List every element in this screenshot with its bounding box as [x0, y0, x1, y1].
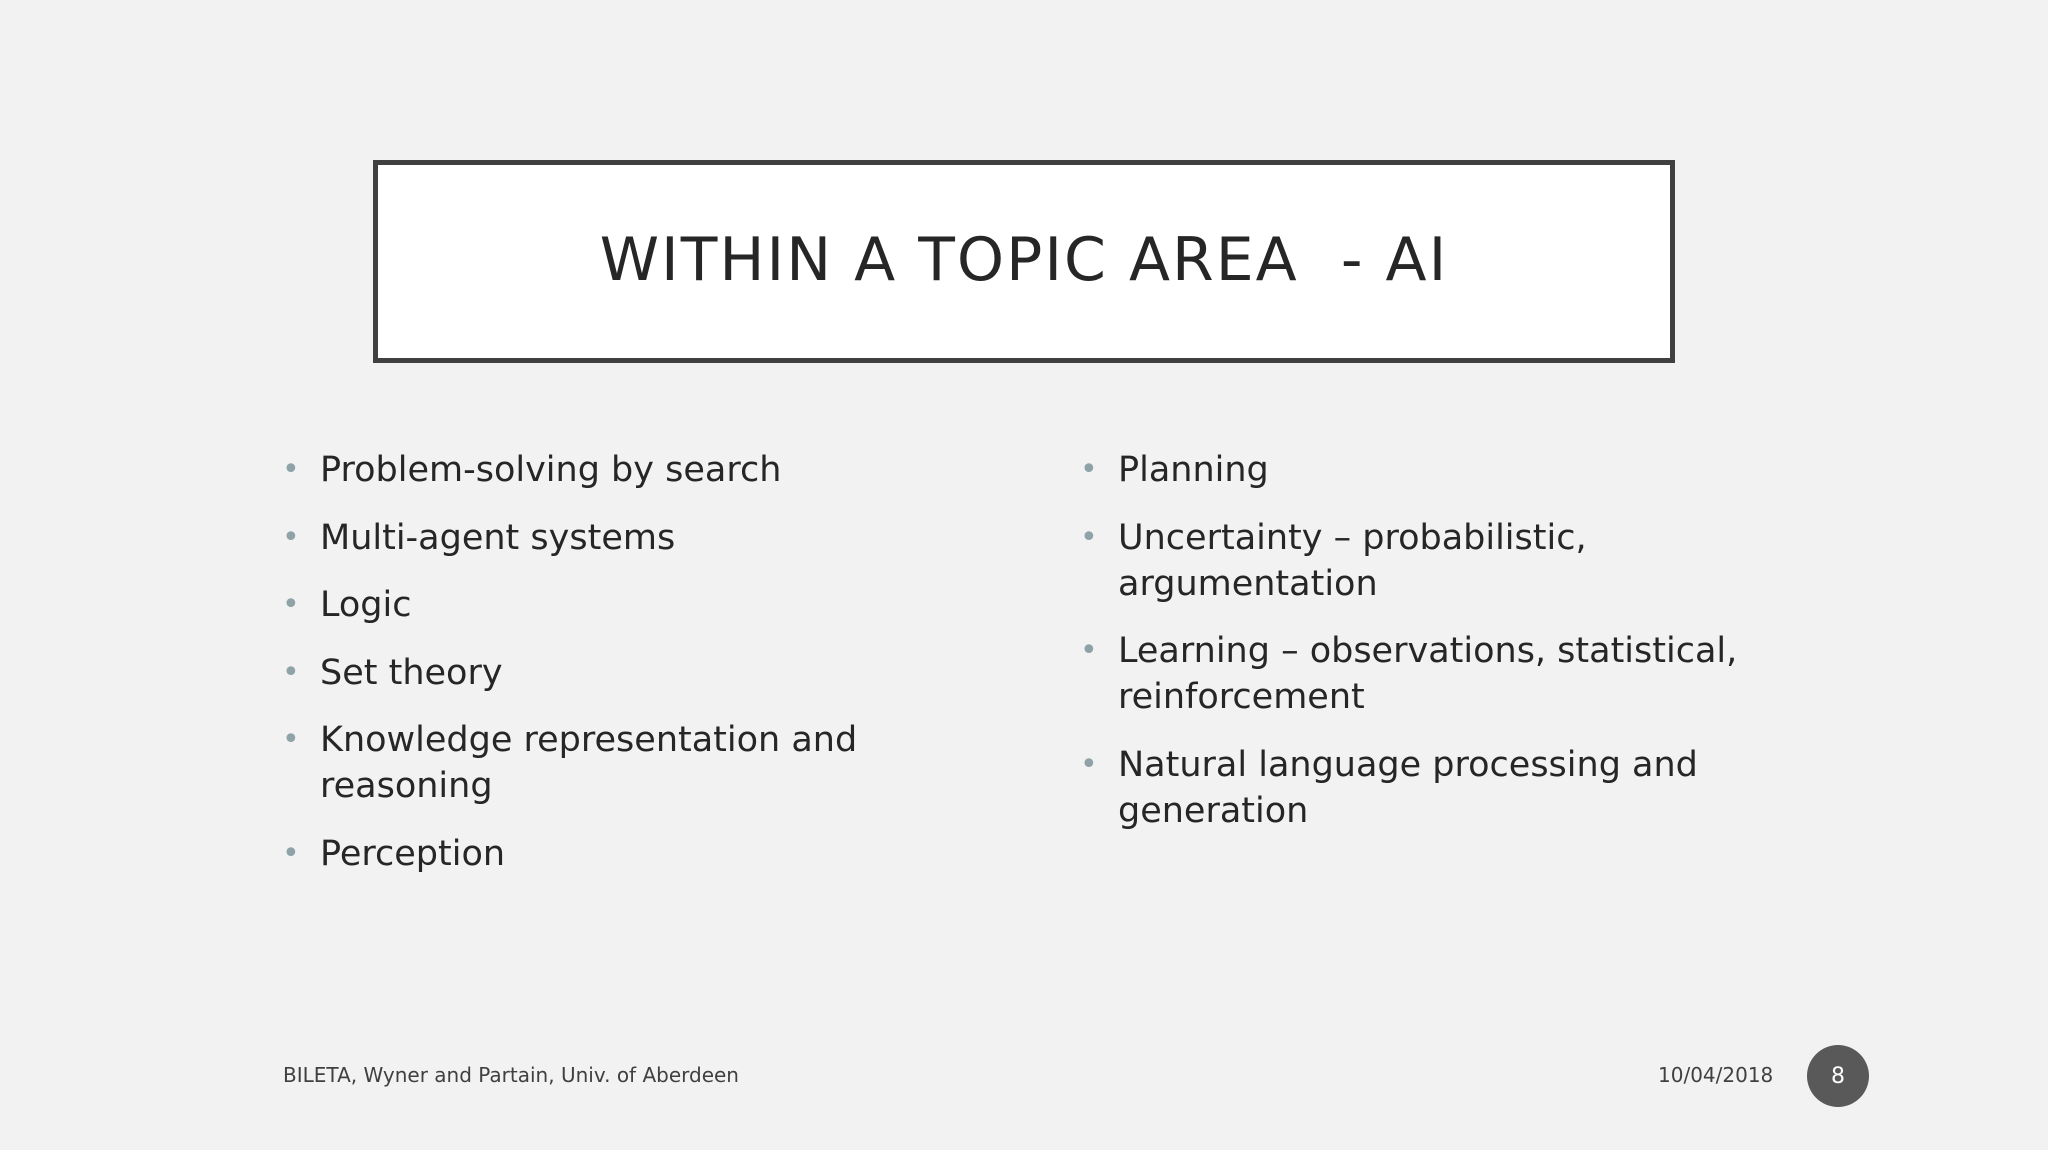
bullet-item [280, 650, 1040, 696]
bullet-item [1078, 742, 1778, 834]
bullet-text: Multi-agent systems [320, 517, 676, 558]
bullet-text: Natural language processing and generation [1118, 744, 1698, 831]
bullet-icon: • [1080, 519, 1098, 555]
bullet-text: Problem-solving by search [320, 450, 782, 490]
bullet-item [1078, 515, 1778, 607]
slide-title: WITHIN A TOPIC AREA - AI [599, 224, 1449, 295]
bullet-text: Knowledge representation and reasoning [320, 720, 858, 806]
title-box [373, 160, 1675, 363]
bullet-text: Planning [1118, 450, 1269, 490]
bullet-item [1078, 628, 1778, 720]
footer-date: 10/04/2018 [1658, 1063, 1774, 1087]
bullet-item [1078, 447, 1778, 493]
page-number-badge: 8 [1807, 1045, 1869, 1107]
bullet-item [280, 515, 1040, 561]
bullet-item [280, 831, 1040, 877]
bullet-text: Uncertainty – probabilistic, argumentation [1118, 517, 1587, 604]
bullet-icon: • [282, 722, 300, 757]
right-bullet-list [1078, 447, 1778, 855]
bullet-icon: • [282, 452, 300, 487]
bullet-icon: • [282, 587, 300, 622]
left-bullet-list [280, 447, 1040, 898]
bullet-icon: • [282, 654, 300, 690]
footer-text: BILETA, Wyner and Partain, Univ. of Aberdeen [283, 1063, 739, 1087]
bullet-icon: • [1080, 633, 1098, 668]
bullet-item [280, 447, 1040, 493]
bullet-text: Set theory [320, 652, 503, 693]
bullet-item [280, 717, 1040, 809]
bullet-text: Logic [320, 585, 412, 625]
bullet-icon: • [1080, 452, 1098, 487]
bullet-icon: • [282, 835, 300, 871]
bullet-item [280, 582, 1040, 628]
bullet-text: Perception [320, 833, 506, 874]
bullet-icon: • [1080, 746, 1098, 782]
bullet-text: Learning – observations, statistical, reinforcement [1118, 631, 1738, 717]
bullet-icon: • [282, 519, 300, 555]
